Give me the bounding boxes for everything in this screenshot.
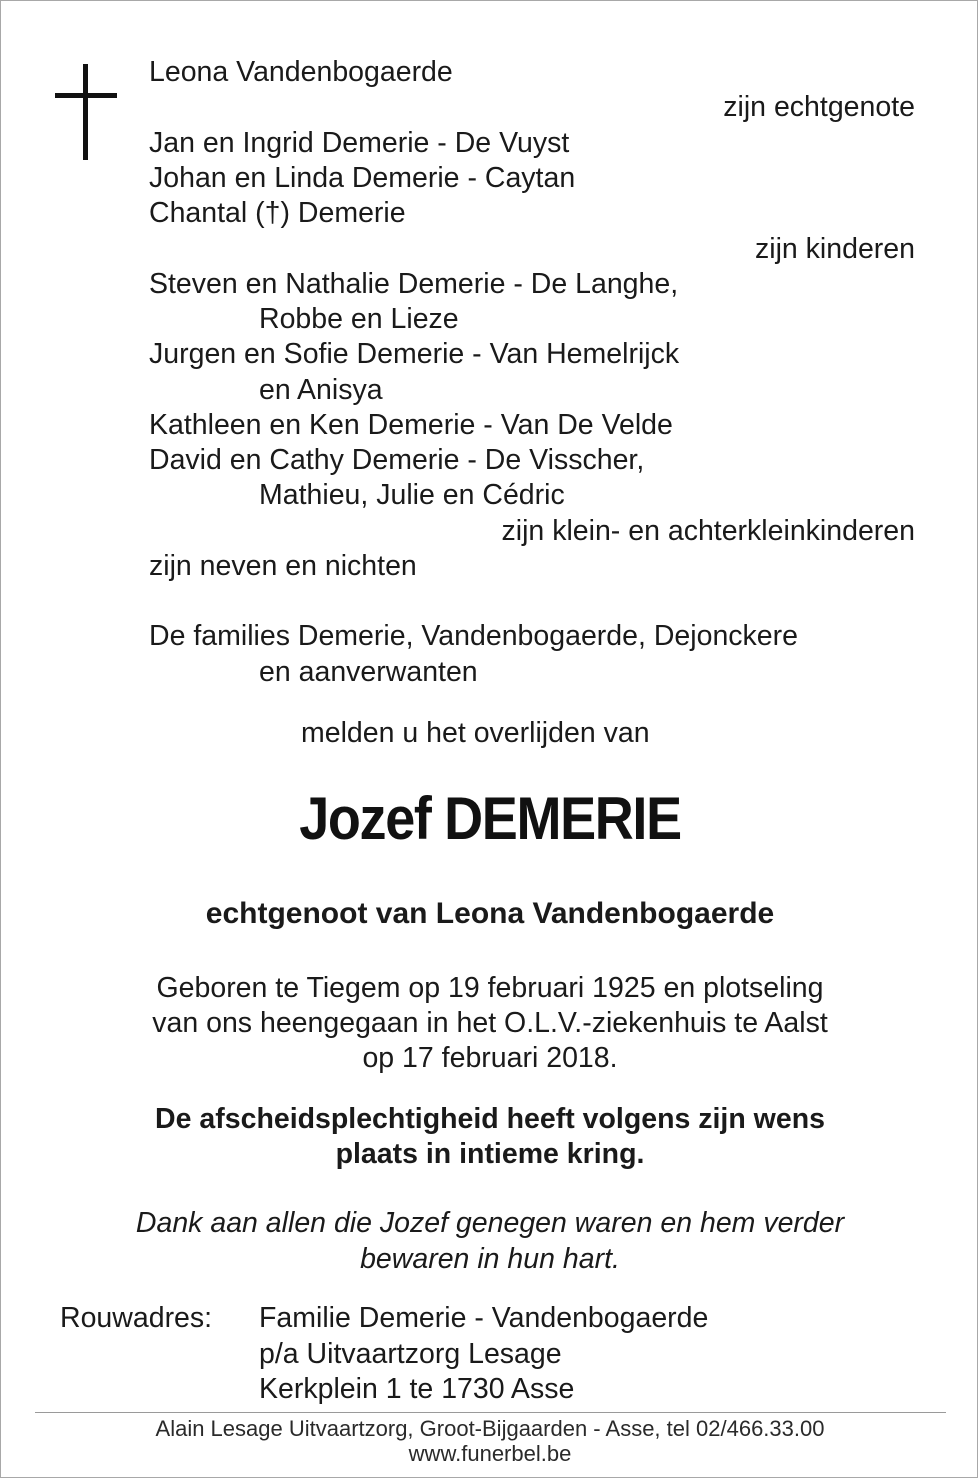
grandchild-line: Robbe en Lieze bbox=[259, 303, 459, 335]
grandchildren-role: zijn klein- en achterkleinkinderen bbox=[501, 515, 915, 547]
grandchild-line: Steven en Nathalie Demerie - De Langhe, bbox=[149, 268, 679, 300]
families-line: en aanverwanten bbox=[259, 656, 478, 688]
address-line: p/a Uitvaartzorg Lesage bbox=[259, 1338, 562, 1370]
child-line: Chantal (†) Demerie bbox=[149, 197, 406, 229]
footer-divider bbox=[35, 1412, 946, 1413]
address-line: Familie Demerie - Vandenbogaerde bbox=[259, 1302, 709, 1334]
announcement-intro: melden u het overlijden van bbox=[301, 717, 650, 749]
cross-icon bbox=[55, 64, 117, 160]
families-line: De families Demerie, Vandenbogaerde, Dejonckere bbox=[149, 620, 798, 652]
grandchild-line: Kathleen en Ken Demerie - Van De Velde bbox=[149, 409, 673, 441]
grandchild-line: Mathieu, Julie en Cédric bbox=[259, 479, 565, 511]
birth-death-line: op 17 februari 2018. bbox=[362, 1042, 618, 1074]
ceremony-line: plaats in intieme kring. bbox=[335, 1138, 645, 1170]
undertaker-line: Alain Lesage Uitvaartzorg, Groot-Bijgaarden - Asse, tel 02/466.33.00 bbox=[155, 1416, 825, 1441]
spouse-name: Leona Vandenbogaerde bbox=[149, 56, 453, 88]
grandchild-line: Jurgen en Sofie Demerie - Van Hemelrijck bbox=[149, 338, 680, 370]
child-line: Johan en Linda Demerie - Caytan bbox=[149, 162, 576, 194]
thanks-line: Dank aan allen die Jozef genegen waren en hem verder bbox=[135, 1207, 845, 1239]
birth-death-line: van ons heengegaan in het O.L.V.-ziekenhuis te Aalst bbox=[152, 1007, 828, 1039]
birth-death-line: Geboren te Tiegem op 19 februari 1925 en plotseling bbox=[156, 972, 824, 1004]
ceremony-line: De afscheidsplechtigheid heeft volgens zijn wens bbox=[155, 1103, 825, 1135]
website-line: www.funerbel.be bbox=[408, 1441, 572, 1466]
deceased-name: Jozef DEMERIE bbox=[299, 785, 681, 852]
spouse-role: zijn echtgenote bbox=[723, 91, 915, 123]
thanks-line: bewaren in hun hart. bbox=[360, 1243, 620, 1275]
cousins-line: zijn neven en nichten bbox=[149, 550, 417, 582]
grandchild-line: David en Cathy Demerie - De Visscher, bbox=[149, 444, 645, 476]
address-line: Kerkplein 1 te 1730 Asse bbox=[259, 1373, 575, 1405]
relation-line: echtgenoot van Leona Vandenbogaerde bbox=[205, 897, 775, 930]
address-label: Rouwadres: bbox=[60, 1302, 213, 1334]
children-role: zijn kinderen bbox=[754, 233, 915, 265]
grandchild-line: en Anisya bbox=[259, 374, 383, 406]
child-line: Jan en Ingrid Demerie - De Vuyst bbox=[149, 127, 570, 159]
